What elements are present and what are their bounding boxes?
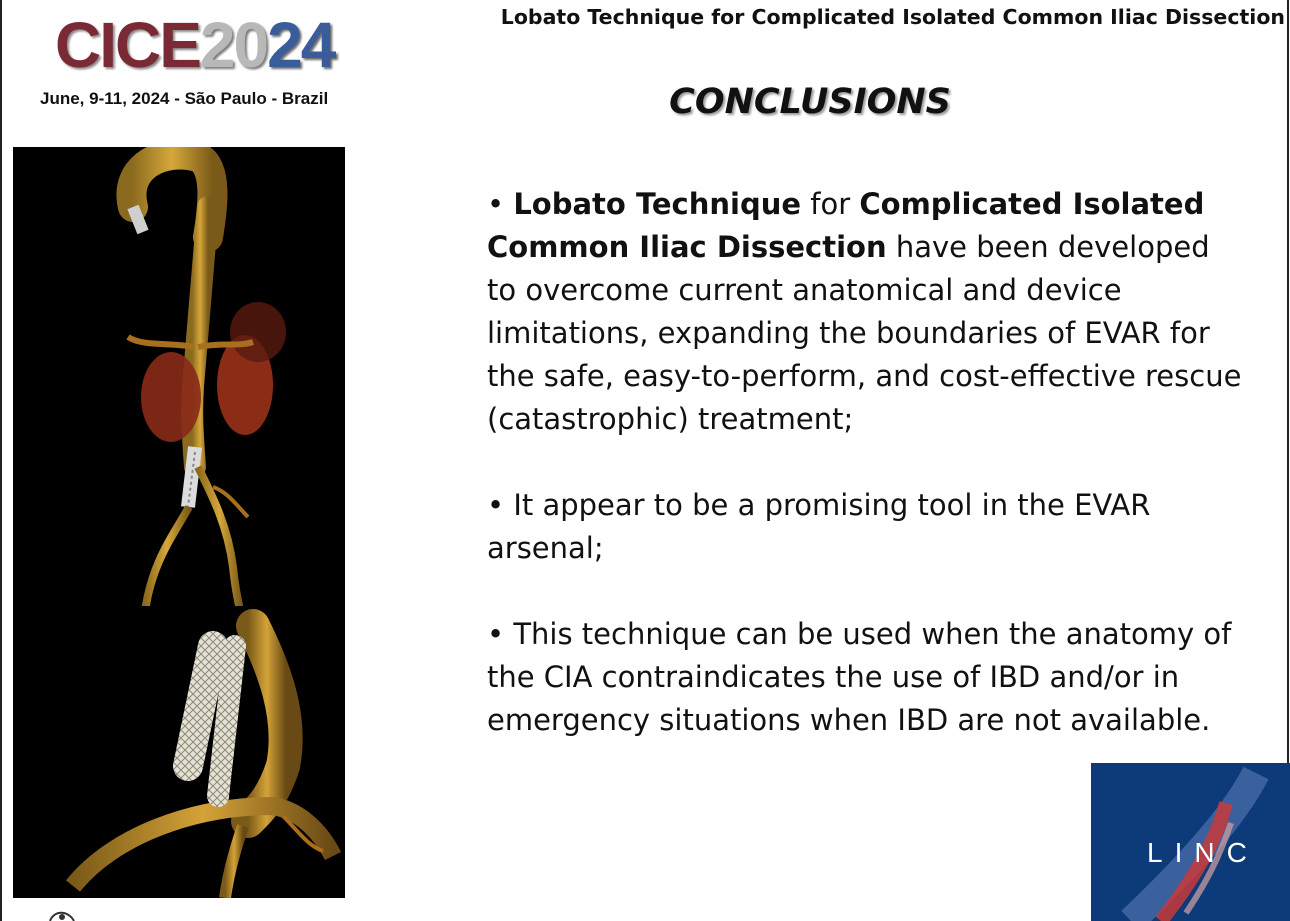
bullet-marker: • [487, 187, 514, 221]
slide-title: Lobato Technique for Complicated Isolated Common Iliac Dissection [500, 5, 1285, 29]
conclusion-item [487, 484, 1247, 570]
logo-year-24: 24 [267, 9, 335, 81]
bold-phrase-technique: Lobato Technique [513, 187, 802, 221]
logo-year-20: 20 [199, 9, 268, 81]
partial-emblem-icon [48, 908, 76, 921]
conclusions-list [487, 183, 1247, 742]
section-heading: CONCLUSIONS [669, 82, 951, 122]
logo-cice-text: CICE [55, 9, 200, 81]
conclusion-item [487, 183, 1247, 441]
bullet-marker: • [487, 488, 514, 522]
linc-logo [1091, 763, 1290, 921]
ct-angiography-image-zoomed [13, 606, 345, 898]
conclusion-text: It appear to be a promising tool in the EVAR arsenal; [487, 488, 1151, 565]
cice-2024-logo [55, 10, 365, 80]
conclusion-text: have been developed to overcome current anatomical and device limitations, expanding the boundaries of EVAR for the safe, easy-to-perform, and cost-effective rescue (catastrophic) treatment; [487, 230, 1242, 436]
ct-angiography-image-overview [13, 147, 345, 614]
bold-phrase-dissection: Complicated Isolated Common Iliac Dissection [487, 187, 1205, 264]
event-date: June, 9-11, 2024 - São Paulo - Brazil [40, 89, 329, 108]
slide-left-border [0, 0, 2, 921]
conclusion-item [487, 613, 1247, 742]
conclusion-text: for [801, 187, 860, 221]
conclusion-text: This technique can be used when the anatomy of the CIA contraindicates the use of IBD and/or in emergency situations when IBD are not available. [487, 617, 1232, 737]
bullet-marker: • [487, 617, 514, 651]
linc-logo-text: LINC [1147, 837, 1259, 868]
